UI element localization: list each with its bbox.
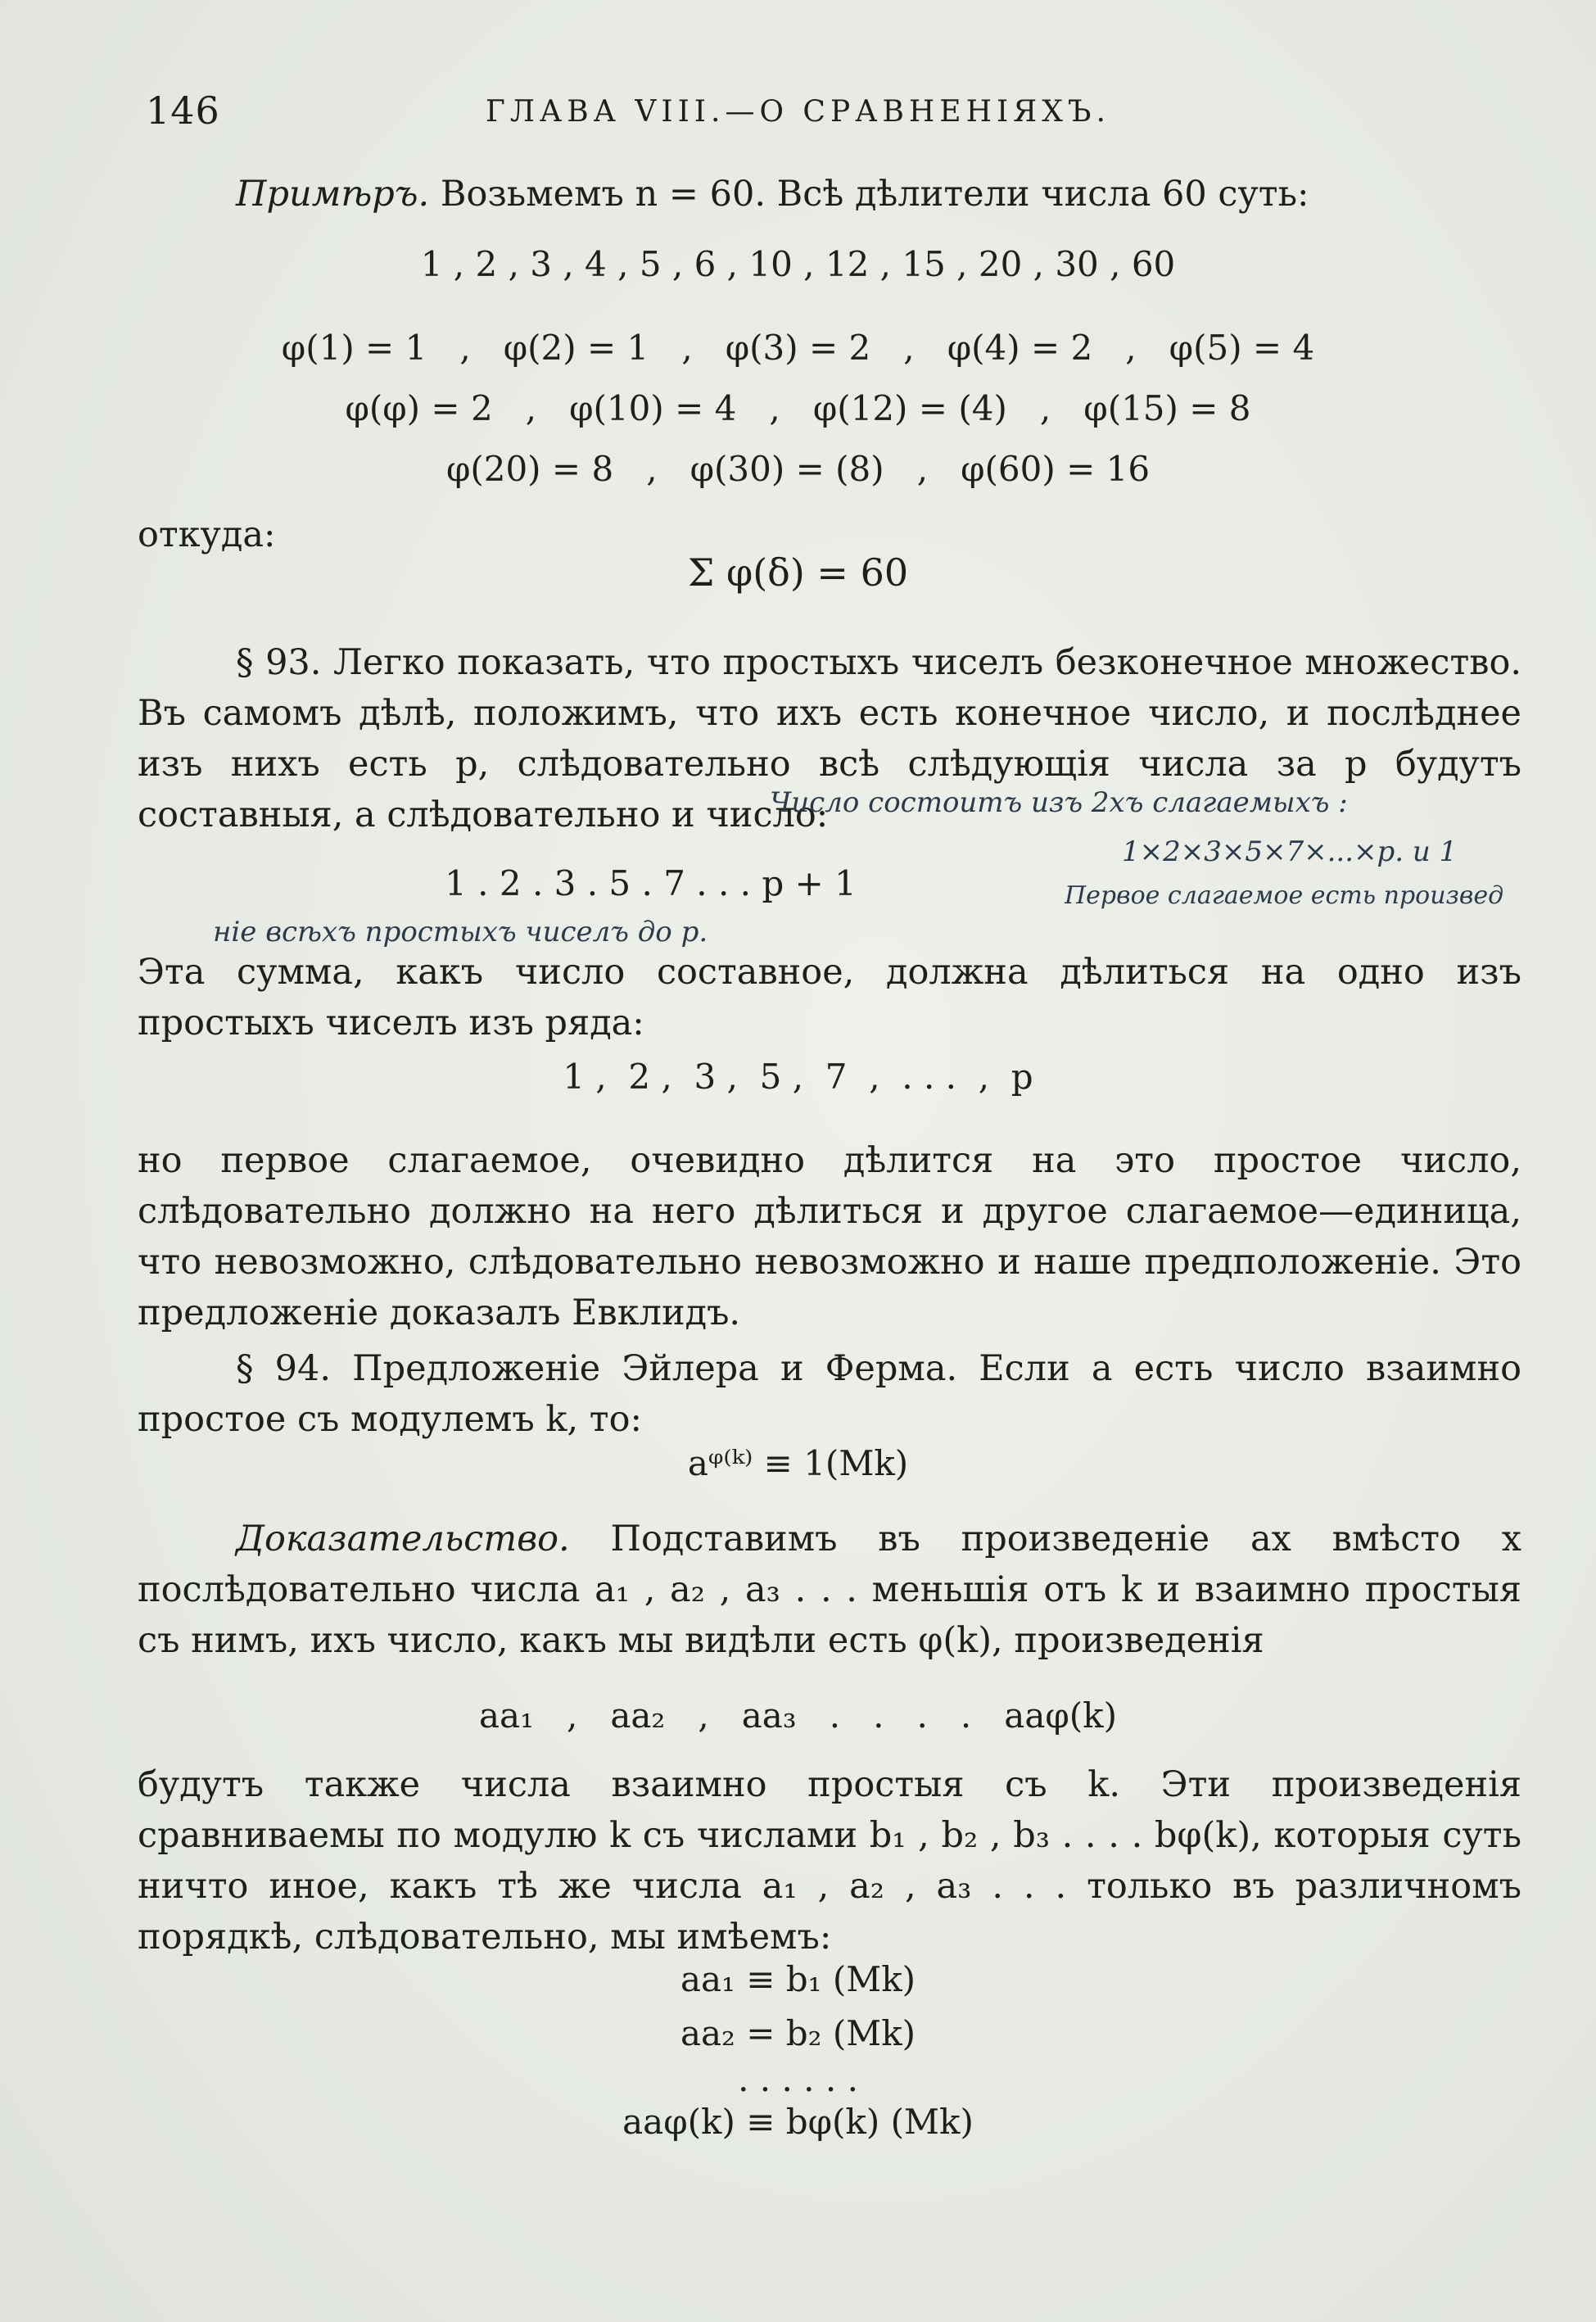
product-expression: 1 . 2 . 3 . 5 . 7 . . . p + 1 — [445, 863, 857, 903]
euler-fermat-formula: aᵠ⁽ᵏ⁾ ≡ 1(Mk) — [687, 1443, 909, 1483]
phi-line-3: φ(20) = 8 , φ(30) = (8) , φ(60) = 16 — [445, 449, 1151, 489]
handwritten-note-2: 1×2×3×5×7×...×p. и 1 — [1122, 835, 1458, 868]
section-93-para-1: § 93. Легко показать, что простыхъ чиселъ безконечное множество. Въ самомъ дѣлѣ, положимъ, что ихъ есть конечное число, и послѣднее изъ нихъ есть p, слѣдовательно всѣ слѣдующія числа за p будутъ составныя, а слѣдовательно и число: — [138, 642, 1521, 835]
phi-line-1: φ(1) = 1 , φ(2) = 1 , φ(3) = 2 , φ(4) = 2 , φ(5) = 4 — [281, 328, 1315, 368]
example-label: Примѣръ. — [236, 174, 430, 215]
congruence-2: aa₂ = b₂ (Mk) — [680, 2013, 916, 2053]
handwritten-note-4: ніе всѣхъ простыхъ чиселъ до p. — [213, 916, 708, 948]
phi-line-2: φ(φ) = 2 , φ(10) = 4 , φ(12) = (4) , φ(15) = 8 — [345, 388, 1251, 428]
sum-formula: Σ φ(δ) = 60 — [687, 550, 909, 595]
example-intro-text: Возьмемъ n = 60. Всѣ дѣлители числа 60 суть: — [440, 174, 1309, 215]
section-94-para-3: будутъ также числа взаимно простыя съ k. Эти произведенія сравниваемы по модулю k съ числами b₁ , b₂ , b₃ . . . . bφ(k), которыя суть ничто иное, какъ тѣ же числа a₁ , a₂ , a₃ . . . только въ различномъ порядкѣ, слѣдовательно, мы имѣемъ: — [138, 1764, 1521, 1958]
chapter-title: ГЛАВА VIII.—О СРАВНЕНІЯХЪ. — [486, 95, 1110, 129]
congruence-3: aaφ(k) ≡ bφ(k) (Mk) — [622, 2102, 974, 2142]
whence-label: откуда: — [138, 514, 276, 555]
proof-label: Доказательство. — [236, 1519, 570, 1559]
divisors-list: 1 , 2 , 3 , 4 , 5 , 6 , 10 , 12 , 15 , 20 , 30 , 60 — [420, 244, 1176, 284]
section-93-para-2: Эта сумма, какъ число составное, должна дѣлиться на одно изъ простыхъ чиселъ изъ ряда: — [138, 952, 1521, 1043]
running-header — [0, 88, 1596, 138]
section-93-para-3: но первое слагаемое, очевидно дѣлится на это простое число, слѣдовательно должно на него дѣлиться и другое слагаемое—единица, что невозможно, слѣдовательно невозможно и наше предположеніе. Это предложеніе доказалъ Евклидъ. — [138, 1140, 1521, 1333]
proof-text: Подставимъ въ произведеніе ax вмѣсто x послѣдовательно числа a₁ , a₂ , a₃ . . . меньшія отъ k и взаимно простыя съ нимъ, ихъ число, какъ мы видѣли есть φ(k), произведенія — [138, 1519, 1521, 1661]
page-number: 146 — [146, 88, 220, 133]
example-intro — [138, 169, 1521, 220]
handwritten-note-1: Число состоитъ изъ 2хъ слагаемыхъ : — [770, 786, 1348, 819]
congruence-1: aa₁ ≡ b₁ (Mk) — [680, 1959, 916, 1999]
proof-paragraph — [138, 1514, 1521, 1666]
ellipsis-row: . . . . . . — [738, 2059, 858, 2099]
section-94-para-1: § 94. Предложеніе Эйлера и Ферма. Если a есть число взаимно простое съ модулемъ k, то: — [138, 1348, 1521, 1440]
handwritten-note-3: Первое слагаемое есть произвед — [1065, 881, 1504, 910]
prime-series: 1 , 2 , 3 , 5 , 7 , . . . , p — [563, 1057, 1033, 1097]
products-list: aa₁ , aa₂ , aa₃ . . . . aaφ(k) — [478, 1695, 1118, 1736]
